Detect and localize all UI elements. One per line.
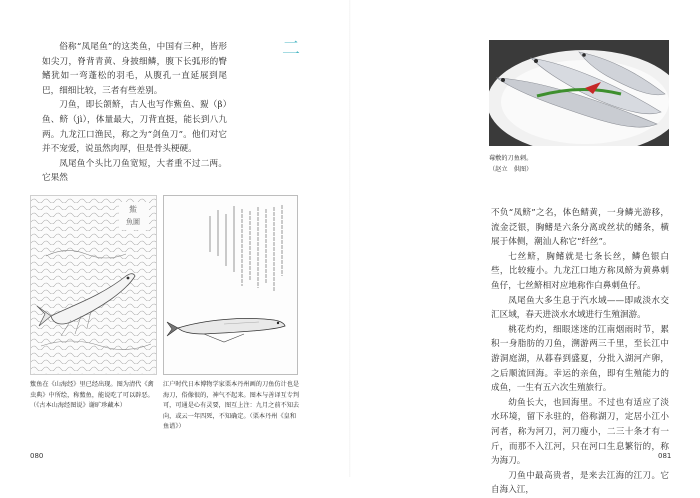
paragraph: 刀鱼中最高贵者，是来去江海的江刀。它自海入江，	[491, 470, 669, 496]
woodcut-fish-illustration	[30, 195, 157, 375]
photo-credit: （赵立 供图）	[489, 165, 533, 173]
paragraph: 幼鱼长大，也回海里。不过也有适应了淡水环境，留下永驻的，俗称湖刀，定居小江小河者，称为河刀，河刀瘦小，二三十条才有一斤，而那不入江河，只在河口生息繁衍的，称为海刀。	[491, 397, 669, 467]
paragraph: 凤尾鱼大多生息于汽水域——即咸淡水交汇区域，春天进淡水水域进行生殖洄游。	[491, 295, 669, 321]
paragraph: 不负“凤鲚”之名，体色鲭黄，一身鳞光游移，流金泛银，胸鳍是六条分离或丝状的鳍条，横展于体侧，潮汕人称它“纤丝”。	[491, 208, 669, 248]
scroll-drawing	[164, 196, 297, 374]
woodcut-drawing	[31, 196, 156, 374]
japanese-fish-scroll	[163, 195, 298, 375]
page-number-right: 081	[658, 452, 672, 460]
right-page	[350, 0, 700, 496]
fish-photo-drawing	[489, 40, 669, 146]
svg-text:魚圖: 魚圖	[126, 218, 140, 226]
section-mark: 二	[282, 38, 300, 59]
page-number-left: 080	[30, 452, 44, 460]
left-page	[0, 0, 350, 477]
right-body-text	[491, 206, 672, 498]
svg-text:鮆: 鮆	[129, 205, 137, 214]
photo-caption	[489, 154, 669, 175]
paragraph: 桃花灼灼，细眼迷迷的江南烟雨时节，累积一身脂肪的刀鱼，溯游两三千里，至长江中游洞庭湖，从暮春到盛夏，分批入湖河产卵，之后顺流回海。幸运的亲鱼，即有生殖能力的成鱼，一生有五六次生殖旅行。	[491, 324, 669, 394]
paragraph: 刀鱼，即长颌鲚，古人也写作鮆鱼、鮤（β）鱼、鲚（jì），体量最大，刀背直挺，能长到八九两。九龙江口渔民，称之为“剑鱼刀”。他们对它并不宠爱，说虽然肉厚，但是骨头梗硬。	[42, 100, 227, 155]
fish-dish-photo	[489, 40, 669, 146]
figure2-caption: 江户时代日本博物学家栗本丹州画的刀鱼仿计也是海刀，俗像很的，神气不起来。图本与善译互专判可，可通是心有灵要，图互上注：九月之前不知去向，或云一年四死，不知确定。（栗本丹州《皇和鱼谱》）	[163, 381, 300, 430]
left-body-text	[42, 40, 227, 186]
paragraph: 俗称“凤尾鱼”的这类鱼，中国有三种，皆形如尖刀，脊背青黄、身披细鳞，腹下长弧形的臀鳍犹如一弯蓬松的羽毛，从腹孔一直延展到尾巴，细细比较，三者有些差别。	[42, 42, 227, 96]
figure1-caption: 鮆鱼在《山海经》里已经出现。图为清代《禽虫典》中所绘，称鮆鱼，能说吃了可以辟恶。（《古本山海经图说》谢旷珍藏本）	[30, 381, 154, 409]
paragraph: 七丝鲚，胸鳍就是七条长丝，鳞色银白些，比较瘦小。九龙江口地方称凤鲚为黄鼻刺鱼仔，七丝鲚相对应地称作白鼻刺鱼仔。	[491, 251, 669, 291]
paragraph: 凤尾鱼个头比刀鱼宽短，大者重不过二两。它果然	[42, 158, 227, 184]
photo-caption-text: 莓敷的刀鱼刺。	[489, 155, 533, 162]
